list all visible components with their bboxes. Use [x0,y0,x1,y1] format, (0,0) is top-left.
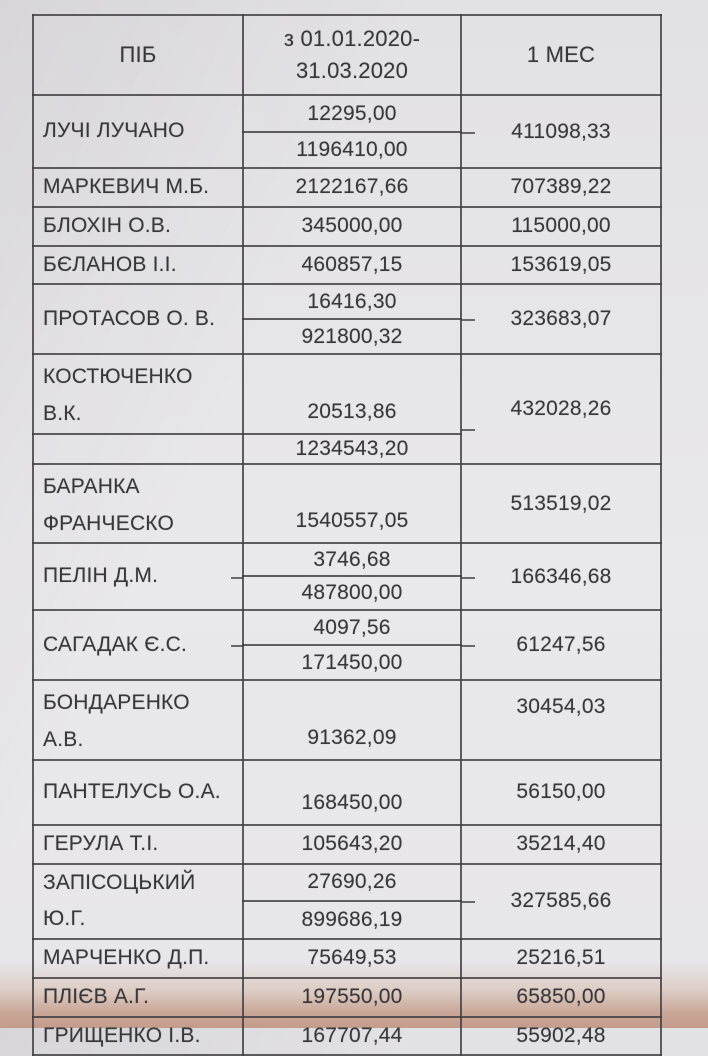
period-value: 197550,00 [243,978,461,1017]
table-row [33,760,661,825]
period-value: 75649,53 [243,939,461,978]
month-value: 707389,22 [461,168,661,207]
month-value: 56150,00 [461,760,661,825]
month-value: 115000,00 [461,207,661,246]
row-name [33,1017,243,1056]
period-value: 168450,00 [243,760,461,825]
name-line: БОНДАРЕНКО [43,691,190,715]
name-line: КОСТЮЧЕНКО [43,365,193,389]
name-line: ПРОТАСОВ О. В. [43,306,216,330]
period-value: 3746,68 [243,543,461,576]
col-header-period [243,15,461,95]
name-line: В.К. [43,402,82,425]
table-row [33,864,661,902]
month-value: 411098,33 [461,95,661,168]
period-value: 1196410,00 [243,132,461,168]
name-line: ЗАПІСОЦЬКИЙ [43,870,196,894]
table-row [33,939,661,978]
table-row [33,680,661,760]
month-value: 55902,48 [461,1017,661,1056]
period-value: 2122167,66 [243,168,461,207]
month-value: 153619,05 [461,246,661,285]
month-value: 35214,40 [461,825,661,864]
col-header-month: 1 МЕС [461,15,661,95]
col-header-name: ПІБ [33,15,243,95]
name-line: МАРЧЕНКО Д.П. [43,946,210,969]
name-line: Ю.Г. [43,907,86,931]
period-value: 16416,30 [243,284,461,319]
period-value: 12295,00 [243,95,461,132]
row-name [33,168,243,207]
row-name [33,825,243,864]
salary-table [32,14,662,1056]
period-value: 1540557,05 [243,464,461,544]
month-value: 30454,03 [461,680,661,760]
month-value: 432028,26 [461,354,661,464]
name-line: ГРИЩЕНКО І.В. [43,1023,201,1047]
period-value: 91362,09 [243,680,461,760]
month-value: 166346,68 [461,543,661,610]
name-line: ГЕРУЛА Т.І. [43,831,159,855]
row-name [33,939,243,978]
row-name [33,464,243,544]
row-name [33,610,243,680]
table-row [33,95,661,132]
month-value: 327585,66 [461,864,661,940]
name-line: ФРАНЧЕСКО [43,511,175,535]
name-line: ПАНТЕЛУСЬ О.А. [43,779,221,803]
row-name [33,284,243,354]
name-line: МАРКЕВИЧ М.Б. [43,175,210,198]
row-name [33,543,243,610]
period-value: 105643,20 [243,825,461,864]
name-line: А.В. [43,728,84,751]
row-name [33,207,243,246]
row-name [33,978,243,1017]
name-line: БЄЛАНОВ І.І. [43,252,177,276]
name-line: ЛУЧІ ЛУЧАНО [43,119,185,143]
month-value: 65850,00 [461,978,661,1017]
table-row [33,354,661,434]
table-row [33,825,661,864]
name-line: БАРАНКА [43,474,140,498]
name-line: БЛОХІН О.В. [43,213,172,237]
table-row [33,207,661,246]
header-row [33,15,661,95]
table-row [33,464,661,544]
name-line: ПЕЛІН Д.М. [43,564,159,588]
period-value: 171450,00 [243,645,461,680]
period-value: 899686,19 [243,901,461,939]
period-value: 460857,15 [243,246,461,285]
table-row [33,168,661,207]
period-value: 1234543,20 [243,434,461,464]
month-value: 25216,51 [461,939,661,978]
period-value: 921800,32 [243,319,461,354]
month-value: 323683,07 [461,284,661,354]
month-value: 513519,02 [461,464,661,544]
table-row [33,543,661,576]
period-value: 487800,00 [243,576,461,610]
period-value: 4097,56 [243,610,461,645]
period-line-1: з 01.01.2020- [283,26,421,52]
table-row [33,610,661,645]
period-value: 167707,44 [243,1017,461,1056]
table-row [33,978,661,1017]
row-name [33,95,243,168]
period-value: 345000,00 [243,207,461,246]
table-row [33,284,661,319]
period-value: 20513,86 [243,354,461,434]
table-row [33,1017,661,1056]
period-value: 27690,26 [243,864,461,902]
row-name [33,680,243,760]
name-line: САГАДАК Є.С. [43,632,188,656]
name-line: ПЛІЄВ А.Г. [43,984,150,1008]
month-value: 61247,56 [461,610,661,680]
row-name [33,354,243,434]
empty-name-cell [33,434,243,464]
row-name [33,760,243,825]
row-name [33,864,243,940]
table-row [33,246,661,285]
row-name [33,246,243,285]
period-line-2: 31.03.2020 [295,58,409,83]
